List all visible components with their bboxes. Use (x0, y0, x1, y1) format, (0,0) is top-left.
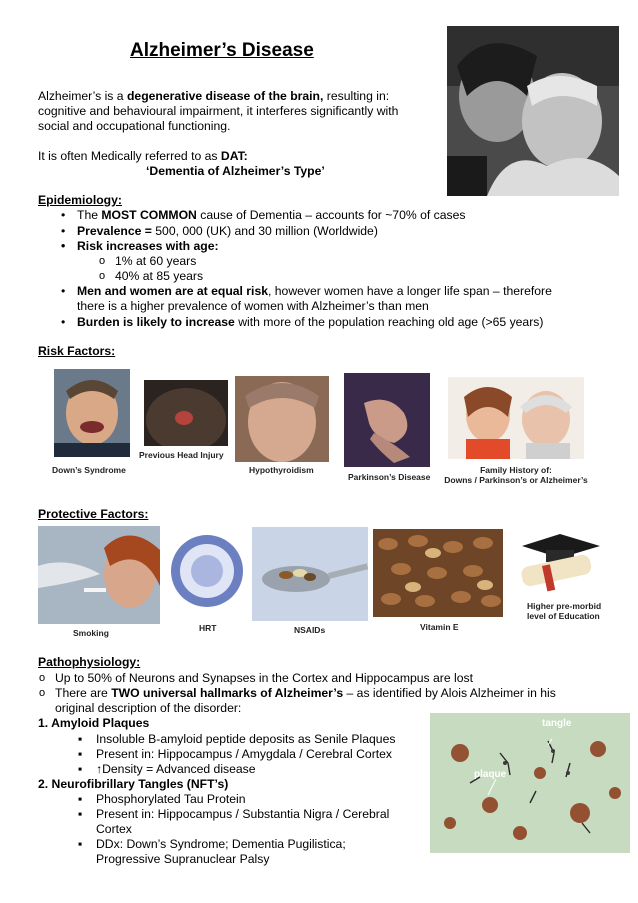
epi-bullet-4-cont: there is a higher prevalence of women with Alzheimer’s than men (77, 299, 429, 313)
dat-label: DAT: (220, 149, 248, 163)
intro-bold: degenerative disease of the brain, (126, 89, 324, 103)
caption-hrt: HRT (199, 623, 217, 633)
text: cause of Dementia – accounts for ~70% of cases (196, 208, 466, 222)
text-bold: MOST COMMON (101, 208, 197, 222)
text-bold: Prevalence = (77, 224, 152, 238)
nft-sub-3-cont: Progressive Supranuclear Palsy (96, 852, 270, 866)
intro-line-3: social and occupational functioning. (38, 119, 231, 133)
text: – as identified by Alois Alzheimer in his (343, 686, 556, 700)
caption-vitamin-e: Vitamin E (420, 622, 459, 632)
intro-line-1 (38, 89, 389, 104)
head-injury-photo (144, 380, 228, 446)
caption-education (527, 601, 601, 621)
amyloid-sub-3: ▪ ↑Density = Advanced disease (96, 762, 256, 777)
amyloid-sub-2: ▪ Present in: Hippocampus / Amygdala / Cerebral Cortex (96, 747, 392, 762)
parkinsons-photo (344, 373, 430, 467)
caption-nsaids: NSAIDs (294, 625, 326, 635)
caption-head-injury: Previous Head Injury (139, 450, 224, 460)
smoking-photo (38, 526, 160, 624)
epi-bullet-3: • Risk increases with age: (77, 239, 219, 254)
caption-line: Higher pre-morbid (527, 601, 602, 611)
caption-smoking: Smoking (73, 628, 109, 638)
epi-sub-2: o 40% at 85 years (115, 269, 203, 284)
elderly-couple-photo (447, 26, 619, 196)
intro-text: resulting in: (323, 89, 390, 103)
hrt-photo (167, 527, 247, 619)
hypothyroidism-photo (235, 376, 329, 462)
caption-family-history (440, 465, 592, 485)
downs-syndrome-photo (54, 369, 130, 457)
caption-line: Family History of: (480, 465, 552, 475)
nft-sub-3: ▪ DDx: Down’s Syndrome; Dementia Pugilistica; (96, 837, 346, 852)
epi-bullet-5 (77, 315, 543, 330)
nft-sub-2-cont: Cortex (96, 822, 132, 836)
intro-text: It is often Medically referred to as (38, 149, 221, 163)
caption-downs: Down’s Syndrome (52, 465, 126, 475)
patho-point-1: o Up to 50% of Neurons and Synapses in the Cortex and Hippocampus are lost (55, 671, 473, 686)
caption-parkinsons: Parkinson’s Disease (348, 472, 431, 482)
vitamin-e-photo (373, 529, 503, 617)
plaque-label: plaque (474, 769, 507, 780)
text-bold: Burden is likely to increase (77, 315, 235, 329)
education-photo (512, 532, 606, 598)
caption-hypothyroidism: Hypothyroidism (249, 465, 314, 475)
epidemiology-heading: Epidemiology: (38, 193, 122, 207)
amyloid-heading: 1. Amyloid Plaques (38, 716, 150, 730)
text: 500, 000 (UK) and 30 million (Worldwide) (151, 224, 378, 238)
text: The (77, 208, 102, 222)
nft-heading: 2. Neurofibrillary Tangles (NFT’s) (38, 777, 229, 791)
epi-sub-1: o 1% at 60 years (115, 254, 196, 269)
caption-line: level of Education (527, 611, 600, 621)
epi-bullet-1 (77, 208, 465, 223)
tangle-label: tangle (542, 718, 572, 729)
caption-line: Downs / Parkinson’s or Alzheimer’s (444, 475, 588, 485)
text: with more of the population reaching old age (>65 years) (234, 315, 544, 329)
patho-point-2 (55, 686, 556, 701)
family-history-photo (448, 377, 584, 459)
text-bold: Men and women are at equal risk (77, 284, 268, 298)
nft-sub-1: ▪ Phosphorylated Tau Protein (96, 792, 246, 807)
intro-text: Alzheimer’s is a (38, 89, 127, 103)
risk-factors-heading: Risk Factors: (38, 344, 116, 358)
page-title: Alzheimer’s Disease (130, 40, 314, 61)
nft-sub-2: ▪ Present in: Hippocampus / Substantia Nigra / Cerebral (96, 807, 389, 822)
text: , however women have a longer life span – therefore (268, 284, 552, 298)
patho-point-2-cont: original description of the disorder: (55, 701, 242, 715)
histology-slide-image (430, 713, 630, 853)
pathophysiology-heading: Pathophysiology: (38, 655, 141, 669)
epi-bullet-4 (77, 284, 552, 299)
intro-line-4 (38, 149, 248, 164)
epi-bullet-2 (77, 224, 378, 239)
protective-factors-heading: Protective Factors: (38, 507, 149, 521)
text: There are (55, 686, 112, 700)
amyloid-sub-1: ▪ Insoluble B-amyloid peptide deposits as Senile Plaques (96, 732, 395, 747)
dat-definition: ‘Dementia of Alzheimer’s Type’ (146, 164, 325, 178)
intro-line-2: cognitive and behavioural impairment, it interferes significantly with (38, 104, 399, 118)
nsaids-photo (252, 527, 368, 621)
text-bold: TWO universal hallmarks of Alzheimer’s (111, 686, 344, 700)
